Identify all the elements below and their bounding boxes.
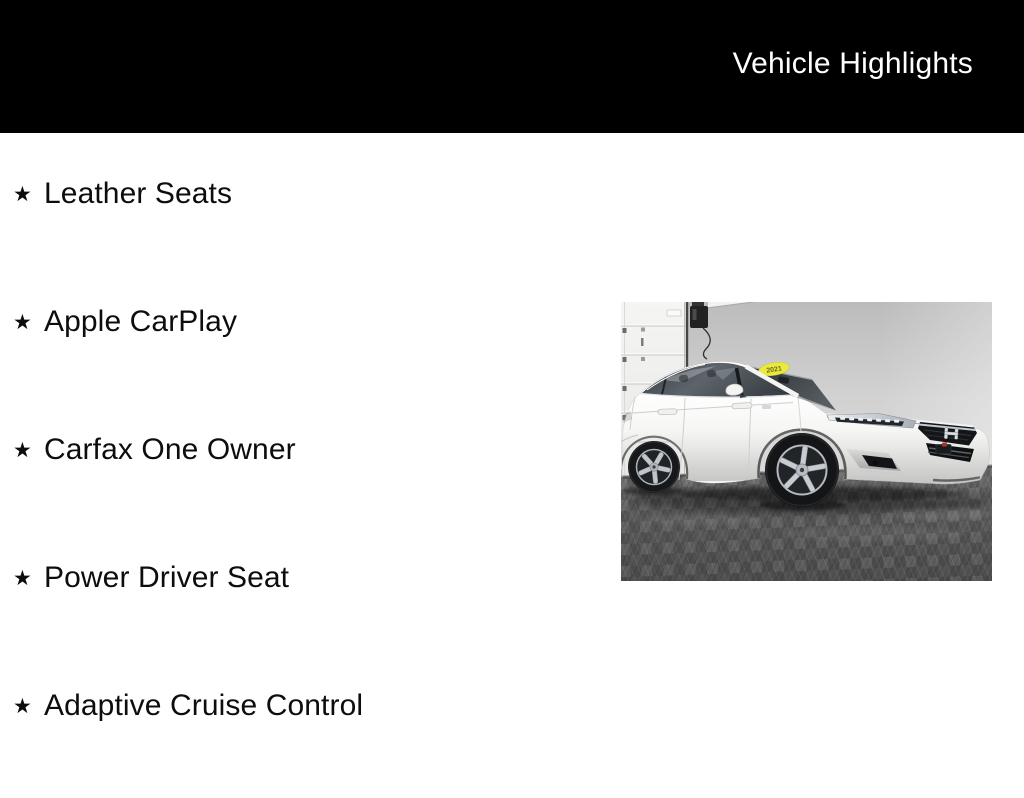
highlights-list [13, 158, 363, 798]
vehicle-photo[interactable] [621, 302, 992, 581]
car-illustration [621, 302, 992, 581]
highlight-label: Power Driver Seat [44, 561, 290, 594]
highlight-label: Apple CarPlay [44, 305, 238, 338]
highlight-item [13, 286, 363, 358]
highlight-item [13, 414, 363, 486]
hybrid-badge [762, 405, 771, 409]
highlight-item [13, 542, 363, 614]
highlight-item [13, 158, 363, 230]
header [0, 0, 1024, 133]
page-title: Vehicle Highlights [732, 47, 973, 80]
highlight-label: Adaptive Cruise Control [44, 689, 364, 722]
star-bullet-icon: ★ [13, 693, 32, 718]
highlight-label: Leather Seats [44, 177, 233, 210]
star-bullet-icon: ★ [13, 181, 32, 206]
rear-wheel [628, 441, 680, 493]
highlight-label: Carfax One Owner [44, 433, 296, 466]
star-bullet-icon: ★ [13, 437, 32, 462]
front-wheel [765, 433, 839, 507]
star-bullet-icon: ★ [13, 565, 32, 590]
highlight-item [13, 670, 363, 742]
star-bullet-icon: ★ [13, 309, 32, 334]
svg-text:2021: 2021 [765, 365, 783, 375]
